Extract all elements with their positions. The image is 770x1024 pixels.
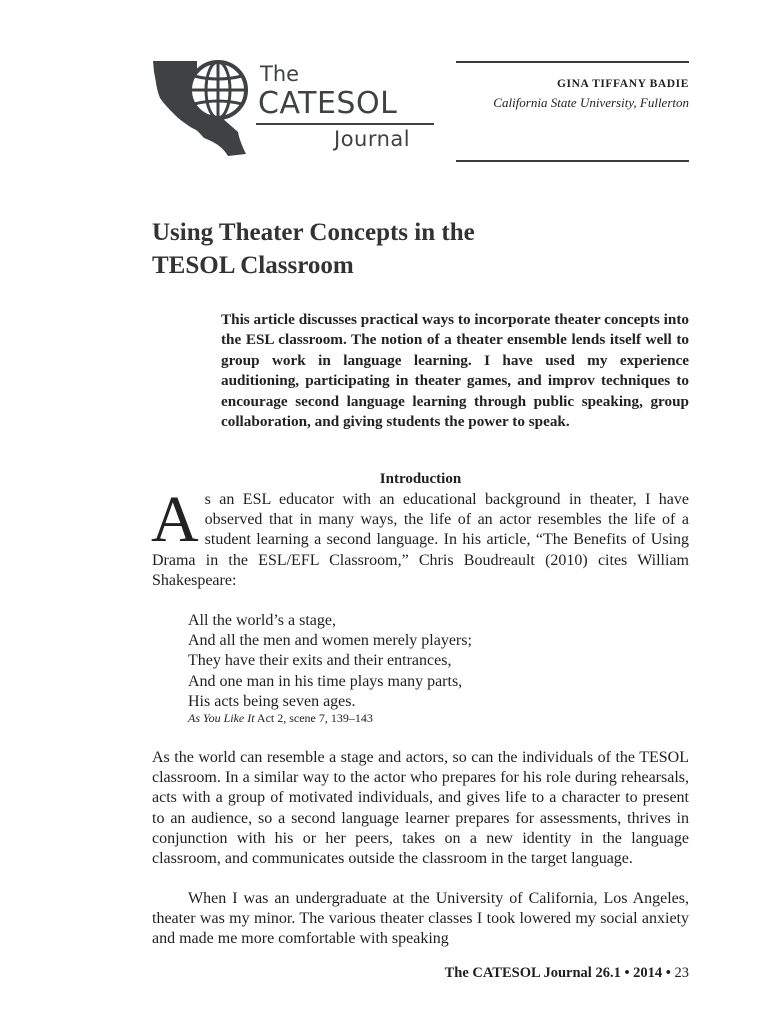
author-rule-top	[456, 61, 689, 63]
california-globe-icon	[150, 58, 260, 162]
body-paragraph-1	[151, 483, 689, 591]
author-affiliation: California State University, Fullerton	[493, 95, 689, 110]
quote-citation	[188, 711, 373, 726]
citation-title: As You Like It	[188, 711, 255, 725]
abstract: This article discusses practical ways to incorporate theater concepts into the ESL classroom. The notion of a theater ensemble lends itself well to group work in language learning. I have used my experience auditioning, participating in theater games, and improv techniques to encourage second language learning through public speaking, group collaboration, and giving students the power to speak.	[221, 311, 689, 431]
title-line-1: Using Theater Concepts in the	[152, 219, 475, 246]
quote-line: His acts being seven ages.	[188, 692, 356, 710]
paragraph-1-text: s an ESL educator with an educational background in theater, I have observed that in many ways, the life of an actor resembles the life of a student learning a second language. In his article, “The Benefits of Using Drama in the ESL/EFL Classroom,” Chris Boudreault (2010) cites William Shakespeare:	[152, 491, 689, 589]
journal-logo	[150, 58, 440, 162]
logo-catesol-text: CATESOL	[258, 86, 398, 121]
logo-journal-text: Journal	[334, 127, 411, 151]
footer-journal: The CATESOL Journal 26.1	[444, 965, 621, 981]
footer-year: 2014	[633, 965, 663, 981]
title-line-2: TESOL Classroom	[152, 252, 354, 279]
logo-the-text: The	[260, 62, 300, 86]
quote-line: And all the men and women merely players;	[188, 632, 472, 650]
page-footer	[445, 965, 689, 982]
footer-separator: •	[620, 965, 634, 981]
shakespeare-quote	[188, 611, 648, 712]
section-heading-introduction: Introduction	[379, 471, 462, 487]
drop-cap: A	[151, 483, 199, 556]
quote-line: They have their exits and their entrances,	[188, 652, 452, 670]
citation-location: Act 2, scene 7, 139–143	[254, 711, 373, 725]
quote-line: All the world’s a stage,	[188, 612, 336, 629]
logo-divider	[256, 123, 434, 125]
author-name: GINA TIFFANY BADIE	[557, 78, 689, 90]
body-paragraph-2: As the world can resemble a stage and actors, so can the individuals of the TESOL classroom. In a similar way to the actor who prepares for his role during rehearsals, acts with a group of motivated individuals, and gives life to a character to present to an audience, so a second language learner prepares for assessments, thrives in conjunction with his or her peers, takes on a new identity in the language classroom, and communicates outside the classroom in the target language.	[152, 749, 689, 868]
page-number: 23	[674, 965, 689, 981]
quote-line: And one man in his time plays many parts,	[188, 672, 463, 690]
author-rule-bottom	[456, 160, 689, 162]
article-title	[152, 216, 602, 282]
footer-separator: •	[662, 965, 675, 981]
body-paragraph-3: When I was an undergraduate at the University of California, Los Angeles, theater was my minor. The various theater classes I took lowered my social anxiety and made me more comfortable with speaking	[152, 890, 689, 948]
